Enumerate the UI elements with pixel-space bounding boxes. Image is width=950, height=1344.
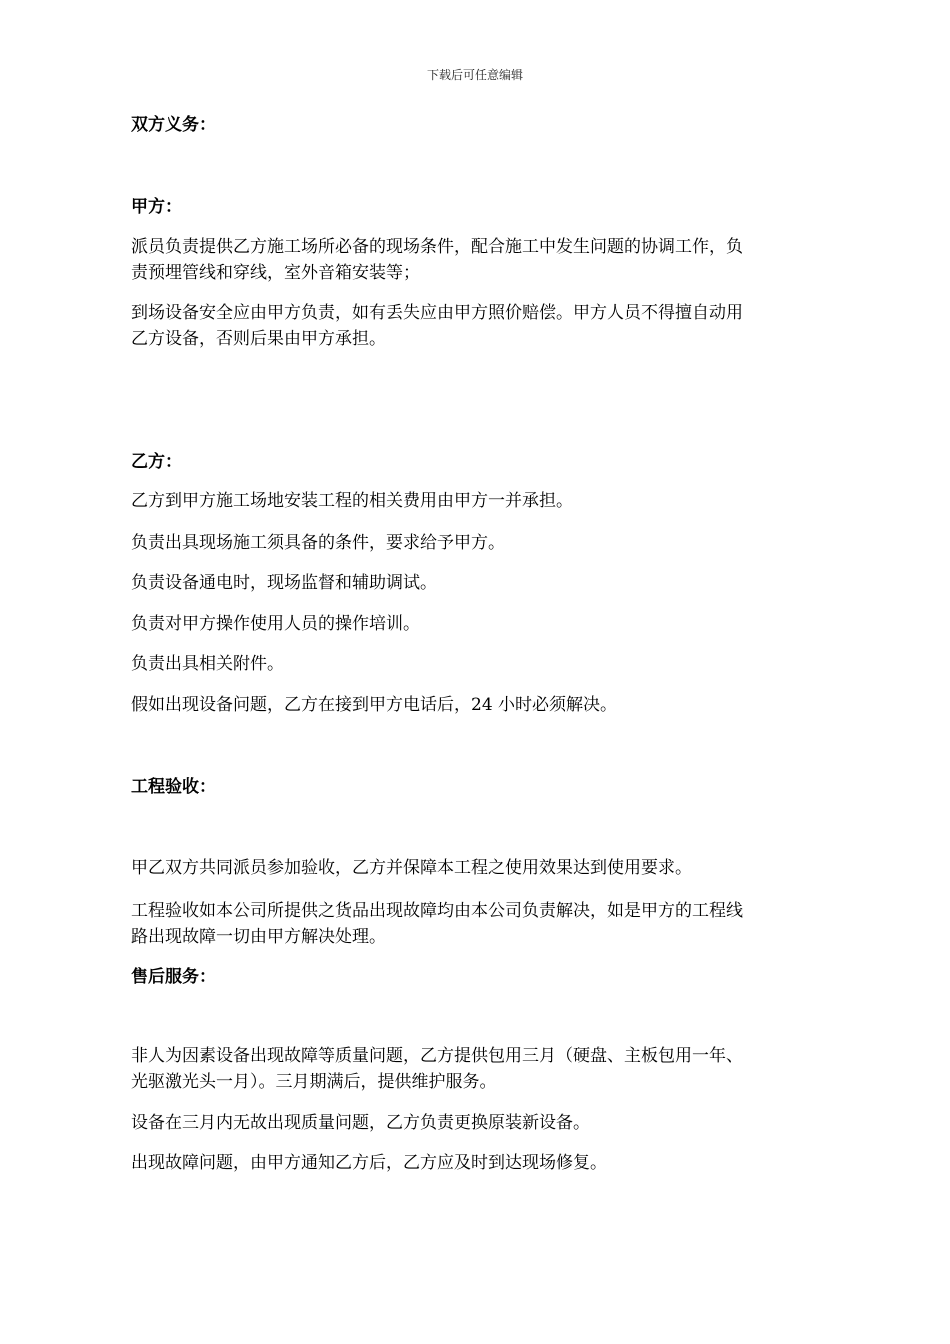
party-b-paragraph-4: 负责对甲方操作使用人员的操作培训。 [131,614,420,634]
section-title-obligations: 双方义务： [131,115,216,135]
party-a-paragraph-2-line-2: 乙方设备，否则后果由甲方承担。 [131,329,386,349]
party-b-paragraph-1: 乙方到甲方施工场地安装工程的相关费用由甲方一并承担。 [131,491,573,511]
party-b-paragraph-2: 负责出具现场施工须具备的条件，要求给予甲方。 [131,533,505,553]
section-title-party-a: 甲方： [131,197,182,217]
after-sales-paragraph-2: 设备在三月内无故出现质量问题，乙方负责更换原装新设备。 [131,1113,590,1133]
section-title-after-sales: 售后服务： [131,967,216,987]
party-a-paragraph-1-line-1: 派员负责提供乙方施工场所必备的现场条件，配合施工中发生问题的协调工作，负 [131,237,743,257]
section-title-party-b: 乙方： [131,452,182,472]
party-a-paragraph-1-line-2: 责预埋管线和穿线，室外音箱安装等； [131,263,420,283]
acceptance-paragraph-2-line-1: 工程验收如本公司所提供之货品出现故障均由本公司负责解决，如是甲方的工程线 [131,901,743,921]
party-b-paragraph-3: 负责设备通电时，现场监督和辅助调试。 [131,573,437,593]
acceptance-paragraph-1: 甲乙双方共同派员参加验收，乙方并保障本工程之使用效果达到使用要求。 [131,858,692,878]
acceptance-paragraph-2-line-2: 路出现故障一切由甲方解决处理。 [131,927,386,947]
party-a-paragraph-2-line-1: 到场设备安全应由甲方负责，如有丢失应由甲方照价赔偿。甲方人员不得擅自动用 [131,303,743,323]
after-sales-paragraph-3: 出现故障问题，由甲方通知乙方后，乙方应及时到达现场修复。 [131,1153,607,1173]
after-sales-paragraph-1-line-1: 非人为因素设备出现故障等质量问题，乙方提供包用三月（硬盘、主板包用一年、 [131,1046,743,1066]
section-title-acceptance: 工程验收： [131,777,216,797]
party-b-paragraph-6: 假如出现设备问题，乙方在接到甲方电话后，24 小时必须解决。 [131,695,618,715]
after-sales-paragraph-1-line-2: 光驱激光头一月）。三月期满后，提供维护服务。 [131,1072,497,1092]
header-note: 下载后可任意编辑 [426,68,523,82]
party-b-paragraph-5: 负责出具相关附件。 [131,654,284,674]
